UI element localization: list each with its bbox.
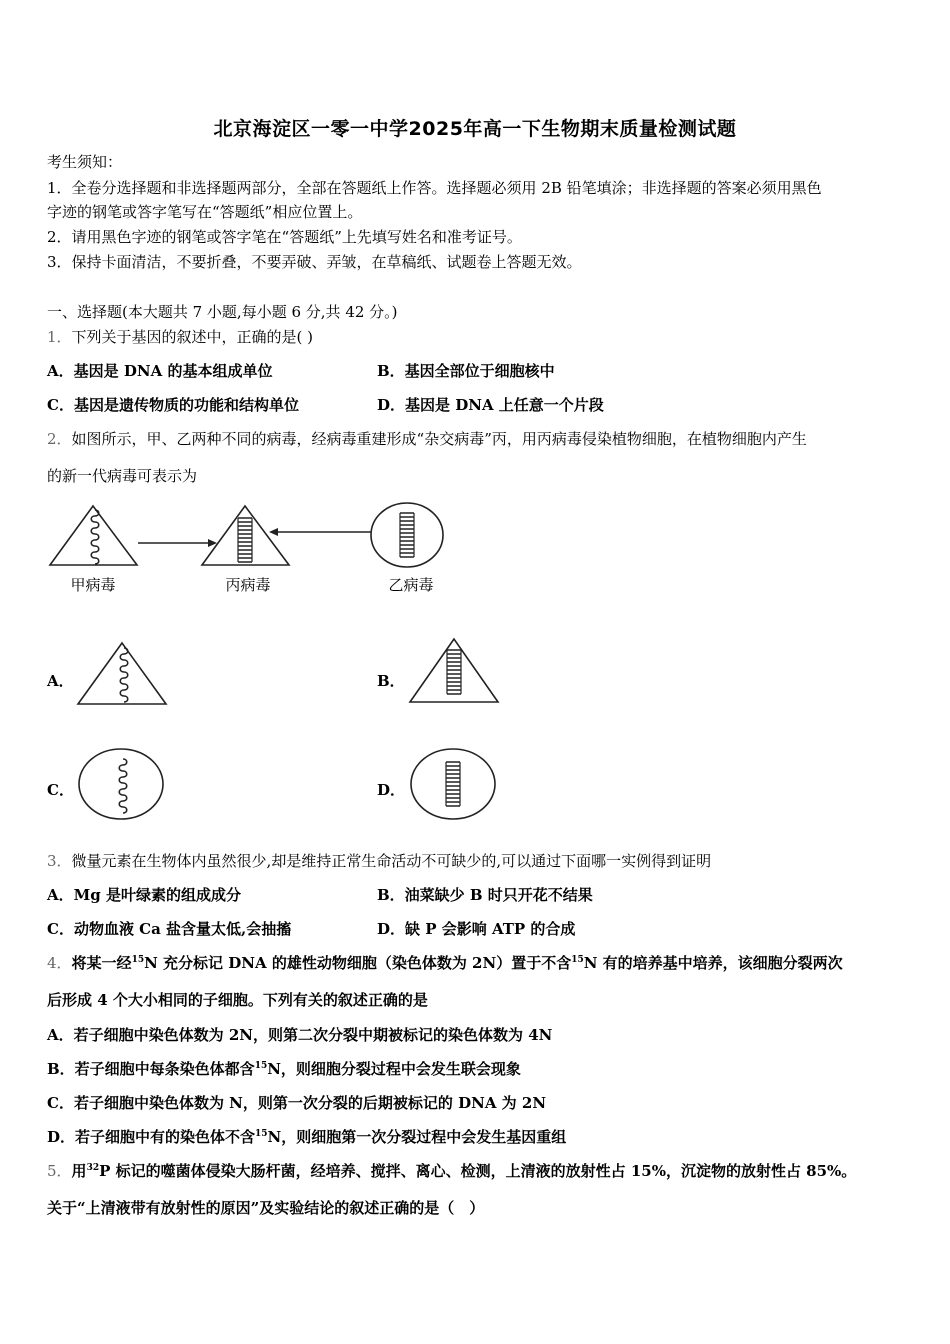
text-span: D．若子细胞中有的染色体不含 — [47, 1128, 256, 1146]
big-coil — [447, 650, 461, 694]
notice-line-1: 1．全卷分选择题和非选择题两部分，全部在答题纸上作答。选择题必须用 2B 铅笔填涂；非选择题的答案必须用黑色 — [47, 179, 822, 197]
q3-option-c: C．动物血液 Ca 盐含量太低,会抽搐 — [47, 920, 292, 938]
text-span: N 有的培养基中培养，该细胞分裂两次 — [583, 954, 843, 972]
question-number: 5． — [47, 1162, 72, 1180]
q2-option-d-figure — [408, 746, 498, 822]
text-span: N 充分标记 DNA 的雄性动物细胞（染色体数为 2N）置于不含 — [144, 954, 572, 972]
virus-c-nucleic-acid — [238, 518, 252, 562]
notice-line-3: 3．保持卡面清洁，不要折叠，不要弄破、弄皱，在草稿纸、试题卷上答题无效。 — [47, 253, 582, 271]
small-helix — [119, 759, 127, 813]
virus-b-nucleic-acid — [400, 513, 414, 557]
q2-option-c-figure — [76, 746, 166, 822]
text-span: N，则细胞第一次分裂过程中会发生基因重组 — [267, 1128, 567, 1146]
question-4-stem-cont: 后形成 4 个大小相同的子细胞。下列有关的叙述正确的是 — [47, 991, 428, 1009]
q2-option-b-figure — [406, 636, 502, 708]
text-span: P 标记的噬菌体侵染大肠杆菌，经培养、搅拌、离心、检测，上清液的放射性占 15%，沉淀物的放射性占 85%。 — [99, 1162, 857, 1180]
text-span: B．若子细胞中每条染色体都含 — [47, 1060, 255, 1078]
label-virus-c: 丙病毒 — [225, 576, 271, 594]
q2-option-b: B． — [377, 672, 405, 690]
q3-option-a: A．Mg 是叶绿素的组成成分 — [47, 886, 241, 904]
notice-line-1-cont: 字迹的钢笔或答字笔写在“答题纸”相应位置上。 — [47, 203, 363, 221]
q2-option-a-figure — [74, 640, 170, 708]
question-text: 微量元素在生物体内虽然很少,却是维持正常生命活动不可缺少的,可以通过下面哪一实例得到证明 — [71, 852, 712, 870]
q4-option-a: A．若子细胞中染色体数为 2N，则第二次分裂中期被标记的染色体数为 4N — [47, 1026, 553, 1044]
q1-option-b: B．基因全部位于细胞核中 — [377, 362, 555, 380]
notice-line-2: 2．请用黑色字迹的钢笔或答字笔在“答题纸”上先填写姓名和准考证号。 — [47, 228, 522, 246]
question-text: 下列关于基因的叙述中，正确的是( ) — [71, 328, 314, 346]
isotope-superscript: 15 — [254, 1061, 268, 1071]
q1-option-d: D．基因是 DNA 上任意一个片段 — [377, 396, 604, 414]
question-number: 2． — [47, 430, 72, 448]
isotope-superscript: 15 — [131, 955, 145, 965]
question-number: 4． — [47, 954, 72, 972]
big-coil — [446, 762, 460, 806]
arrow-head — [269, 528, 278, 536]
question-number: 3． — [47, 852, 72, 870]
label-virus-a: 甲病毒 — [70, 576, 116, 594]
virus-c-triangle — [202, 506, 289, 565]
q2-option-a: A． — [47, 672, 74, 690]
q4-option-b — [47, 1059, 521, 1079]
question-2-stem-cont: 的新一代病毒可表示为 — [47, 467, 198, 485]
text-span: 将某一经 — [71, 954, 132, 972]
label-virus-b: 乙病毒 — [388, 576, 434, 594]
q3-option-d: D．缺 P 会影响 ATP 的合成 — [377, 920, 576, 938]
question-2-stem — [47, 429, 807, 449]
q2-option-d: D． — [377, 781, 406, 799]
virus-a-triangle — [50, 506, 137, 565]
page-title: 北京海淀区一零一中学2025年高一下生物期末质量检测试题 — [213, 118, 737, 140]
question-5-stem-cont: 关于“上清液带有放射性的原因”及实验结论的叙述正确的是（ ） — [47, 1199, 485, 1217]
q1-option-a: A．基因是 DNA 的基本组成单位 — [47, 362, 273, 380]
question-text: 如图所示，甲、乙两种不同的病毒，经病毒重建形成“杂交病毒”丙，用丙病毒侵染植物细胞，在植物细胞内产生 — [71, 430, 807, 448]
question-1-stem — [47, 327, 313, 347]
notice-heading: 考生须知： — [47, 153, 123, 171]
question-3-stem — [47, 851, 711, 871]
virus-reconstruction-figure — [45, 498, 455, 600]
q1-option-c: C．基因是遗传物质的功能和结构单位 — [47, 396, 299, 414]
section-heading: 一、选择题(本大题共 7 小题,每小题 6 分,共 42 分。) — [47, 303, 398, 321]
question-number: 1． — [47, 328, 72, 346]
q3-option-b: B．油菜缺少 B 时只开花不结果 — [377, 886, 593, 904]
q2-option-c: C． — [47, 781, 74, 799]
small-helix — [120, 648, 128, 702]
text-span: N，则细胞分裂过程中会发生联会现象 — [267, 1060, 521, 1078]
question-5-stem — [47, 1161, 856, 1181]
isotope-superscript: 15 — [571, 955, 584, 965]
q4-option-c: C．若子细胞中染色体数为 N，则第一次分裂的后期被标记的 DNA 为 2N — [47, 1094, 547, 1112]
isotope-superscript: 15 — [255, 1129, 268, 1139]
isotope-superscript: 32 — [86, 1163, 100, 1173]
virus-a-nucleic-acid — [91, 510, 99, 564]
q4-option-d — [47, 1127, 566, 1147]
text-span: 用 — [71, 1162, 87, 1180]
question-4-stem — [47, 953, 843, 973]
